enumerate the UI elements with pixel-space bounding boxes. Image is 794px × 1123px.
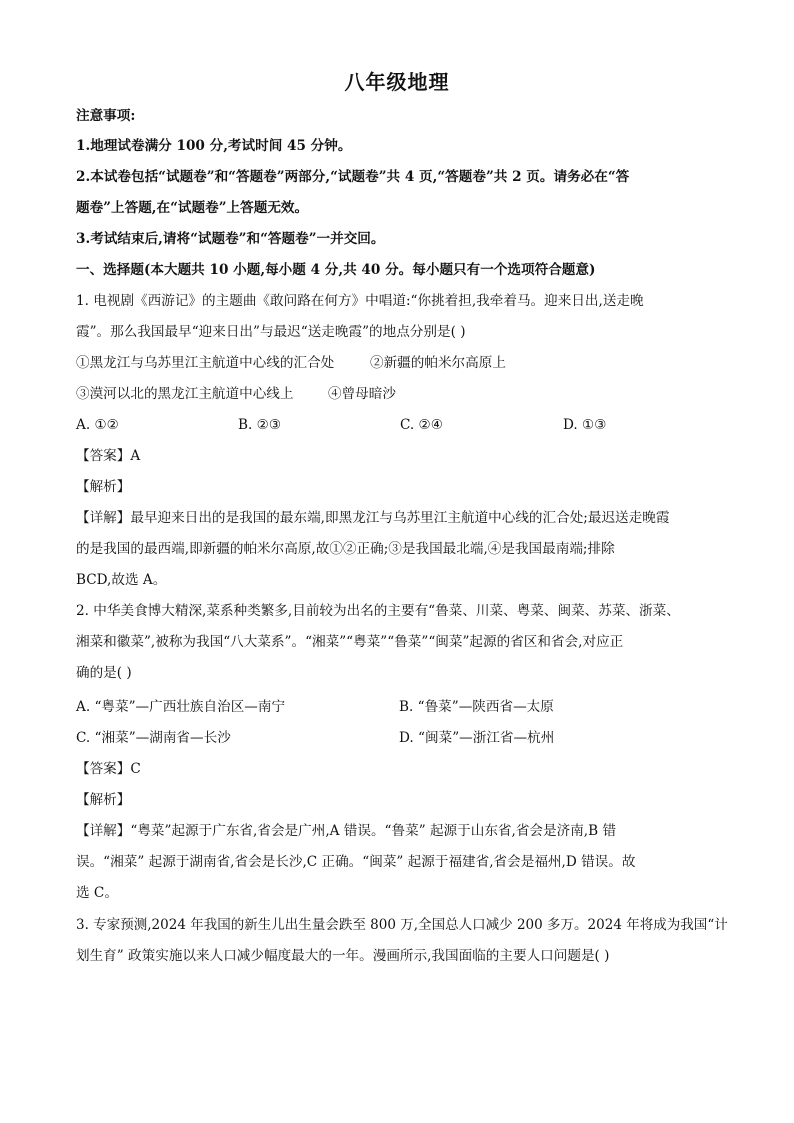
- q1-option-d: D. ①③: [563, 417, 607, 433]
- q2-stem-line-1: 2. 中华美食博大精深,菜系种类繁多,目前较为出名的主要有“鲁菜、川菜、粤菜、闽菜、苏菜、浙菜、: [76, 603, 680, 619]
- q1-choice-2: ②新疆的帕米尔高原上: [370, 355, 506, 371]
- q1-detail-line-2: 的是我国的最西端,即新疆的帕米尔高原,故①②正确;③是我国最北端,④是我国最南端;排除: [76, 541, 615, 557]
- q1-detail-line-1: 【详解】最早迎来日出的是我国的最东端,即黑龙江与乌苏里江主航道中心线的汇合处;最迟送走晚霞: [76, 510, 670, 526]
- q2-option-c: C. “湘菜”—湖南省—长沙: [76, 730, 231, 746]
- q2-option-b: B. “鲁菜”—陕西省—太原: [399, 699, 554, 715]
- q2-option-a: A. “粤菜”—广西壮族自治区—南宁: [76, 699, 286, 715]
- q1-option-c: C. ②④: [400, 417, 443, 433]
- q2-analysis: 【解析】: [76, 792, 131, 808]
- q2-detail-line-3: 选 C。: [76, 885, 118, 901]
- q1-choice-4: ④曾母暗沙: [328, 386, 396, 402]
- q1-detail-line-3: BCD,故选 A。: [76, 572, 167, 588]
- section-heading: 一、选择题(本大题共 10 小题,每小题 4 分,共 40 分。每小题只有一个选项符合题意): [76, 262, 596, 278]
- page-title: 八年级地理: [344, 70, 450, 94]
- q1-stem-line-2: 霞”。那么我国最早“迎来日出”与最迟“送走晚霞”的地点分别是( ): [76, 324, 466, 340]
- notice-item-2-cont: 题卷”上答题,在“试题卷”上答题无效。: [76, 200, 309, 216]
- q2-detail-line-1: 【详解】“粤菜”起源于广东省,省会是广州,A 错误。“鲁菜” 起源于山东省,省会是济南,B 错: [76, 823, 617, 839]
- q1-answer: 【答案】A: [76, 448, 141, 464]
- q2-detail-line-2: 误。“湘菜” 起源于湖南省,省会是长沙,C 正确。“闽菜” 起源于福建省,省会是福州,D 错误。故: [76, 854, 636, 870]
- q3-stem-line-1: 3. 专家预测,2024 年我国的新生儿出生量会跌至 800 万,全国总人口减少 200 多万。2024 年将成为我国“计: [76, 917, 728, 933]
- q2-stem-line-3: 确的是( ): [76, 665, 132, 681]
- q2-answer: 【答案】C: [76, 761, 141, 777]
- q1-choice-1: ①黑龙江与乌苏里江主航道中心线的汇合处: [76, 355, 335, 371]
- q2-stem-line-2: 湘菜和徽菜”,被称为我国“八大菜系”。“湘菜”“粤菜”“鲁菜”“闽菜”起源的省区和省会,对应正: [76, 634, 624, 650]
- q1-stem-line-1: 1. 电视剧《西游记》的主题曲《敢问路在何方》中唱道:“你挑着担,我牵着马。迎来日出,送走晚: [76, 293, 644, 309]
- q1-choice-3: ③漠河以北的黑龙江主航道中心线上: [76, 386, 294, 402]
- notice-item-3: 3.考试结束后,请将“试题卷”和“答题卷”一并交回。: [76, 231, 385, 247]
- q3-stem-line-2: 划生育” 政策实施以来人口减少幅度最大的一年。漫画所示,我国面临的主要人口问题是( ): [76, 948, 610, 964]
- q2-option-d: D. “闽菜”—浙江省—杭州: [399, 730, 555, 746]
- notice-item-2: 2.本试卷包括“试题卷”和“答题卷”两部分,“试题卷”共 4 页,“答题卷”共 2 页。请务必在“答: [76, 169, 630, 185]
- q1-analysis: 【解析】: [76, 479, 131, 495]
- q1-option-b: B. ②③: [238, 417, 282, 433]
- notice-item-1: 1.地理试卷满分 100 分,考试时间 45 分钟。: [76, 138, 352, 154]
- notice-heading: 注意事项:: [76, 108, 136, 124]
- q1-option-a: A. ①②: [76, 417, 119, 433]
